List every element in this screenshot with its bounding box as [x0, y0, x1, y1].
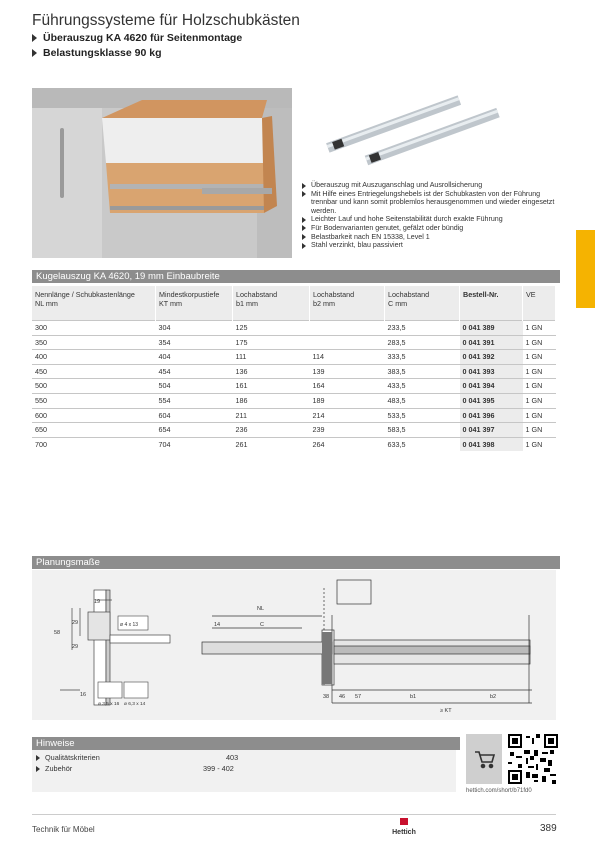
table-cell: 114 — [310, 350, 385, 365]
table-row — [32, 393, 556, 408]
order-number-cell[interactable]: 0 041 398 — [460, 437, 523, 451]
table-cell: 283,5 — [385, 335, 460, 350]
order-number-cell[interactable]: 0 041 389 — [460, 321, 523, 336]
table-cell: 650 — [32, 423, 156, 438]
feature-item: Leichter Lauf und hohe Seitenstabilität durch exakte Führung — [302, 215, 564, 224]
dim-19: 19 — [94, 599, 101, 605]
dim-57: 57 — [355, 694, 362, 700]
table-cell: 554 — [156, 393, 233, 408]
feature-item: Für Bodenvarianten genutet, gefälzt oder bündig — [302, 224, 564, 233]
subtitle-product — [32, 32, 242, 44]
notes-area — [32, 750, 456, 792]
note-page-ref[interactable]: 403 — [226, 753, 239, 762]
feature-item: Belastbarkeit nach EN 15338, Level 1 — [302, 233, 564, 242]
order-number-cell[interactable]: 0 041 393 — [460, 364, 523, 379]
dim-29a: 29 — [72, 620, 79, 626]
col-header-order-no: Bestell-Nr. — [460, 286, 523, 321]
feature-item: Mit Hilfe eines Entriegelungshebels ist der Schubkasten von der Führung trennbar und kann somit problemlos herausgenommen und wieder eingesetzt werden. — [302, 190, 564, 216]
section-heading-notes: Hinweise — [32, 737, 460, 750]
dim-b2: b2 — [490, 694, 497, 700]
feature-item: Überauszug mit Auszuganschlag und Ausrollsicherung — [302, 181, 564, 190]
chapter-tab-marker — [576, 230, 595, 308]
order-number-cell[interactable]: 0 041 397 — [460, 423, 523, 438]
table-cell: 111 — [233, 350, 310, 365]
order-number-cell[interactable]: 0 041 396 — [460, 408, 523, 423]
dim-kt: ≥ KT — [440, 708, 452, 714]
table-cell: 633,5 — [385, 437, 460, 451]
table-cell: 1 GN — [523, 408, 556, 423]
table-row — [32, 335, 556, 350]
planning-drawing-area — [32, 570, 556, 720]
table-cell: 304 — [156, 321, 233, 336]
product-table — [32, 286, 556, 451]
table-row — [32, 364, 556, 379]
table-cell: 604 — [156, 408, 233, 423]
col-header-ve: VE — [523, 286, 556, 321]
table-cell: 454 — [156, 364, 233, 379]
table-cell: 700 — [32, 437, 156, 451]
table-cell: 261 — [233, 437, 310, 451]
subtitle-load-class — [32, 47, 161, 59]
table-cell: 1 GN — [523, 364, 556, 379]
shop-cart-button[interactable] — [466, 734, 502, 784]
page-title: Führungssysteme für Holzschubkästen — [32, 12, 300, 29]
note-label: Qualitätskriterien — [45, 753, 100, 762]
feature-item: Stahl verzinkt, blau passiviert — [302, 241, 564, 250]
dim-b1: b1 — [410, 694, 417, 700]
table-cell: 214 — [310, 408, 385, 423]
bullet-arrow-icon — [36, 766, 40, 772]
table-cell: 350 — [32, 335, 156, 350]
table-cell: 1 GN — [523, 350, 556, 365]
table-cell: 139 — [310, 364, 385, 379]
table-row — [32, 350, 556, 365]
qr-code[interactable] — [508, 734, 558, 784]
note-label: Zubehör — [45, 764, 73, 773]
table-cell: 383,5 — [385, 364, 460, 379]
footer-section-label: Technik für Möbel — [32, 825, 95, 834]
col-header-kt: Mindestkorpustiefe KT mm — [156, 286, 233, 321]
table-cell — [310, 321, 385, 336]
screw-label-35x16: ø 3,5 x 16 — [98, 702, 120, 707]
screw-label-4x13: ø 4 x 13 — [120, 622, 139, 628]
table-row — [32, 321, 556, 336]
dim-16: 16 — [80, 692, 87, 698]
table-header-row — [32, 286, 556, 321]
table-cell: 450 — [32, 364, 156, 379]
section-heading-planning: Planungsmaße — [32, 556, 560, 569]
dim-58: 58 — [54, 630, 61, 636]
table-cell: 164 — [310, 379, 385, 394]
dim-46: 46 — [339, 694, 346, 700]
table-cell: 125 — [233, 321, 310, 336]
dim-nl: NL — [257, 606, 265, 612]
table-cell: 233,5 — [385, 321, 460, 336]
table-cell: 136 — [233, 364, 310, 379]
col-header-b2: Lochabstand b2 mm — [310, 286, 385, 321]
feature-list — [302, 181, 564, 250]
table-cell: 504 — [156, 379, 233, 394]
product-photo-rails — [298, 88, 556, 174]
bullet-arrow-icon — [32, 49, 37, 57]
table-cell: 175 — [233, 335, 310, 350]
bullet-arrow-icon — [36, 755, 40, 761]
table-cell: 483,5 — [385, 393, 460, 408]
table-cell: 654 — [156, 423, 233, 438]
table-cell: 583,5 — [385, 423, 460, 438]
section-heading-table: Kugelauszug KA 4620, 19 mm Einbaubreite — [32, 270, 560, 283]
hettich-logo — [388, 818, 420, 836]
table-cell: 211 — [233, 408, 310, 423]
table-cell: 550 — [32, 393, 156, 408]
table-cell: 300 — [32, 321, 156, 336]
col-header-b1: Lochabstand b1 mm — [233, 286, 310, 321]
order-number-cell[interactable]: 0 041 391 — [460, 335, 523, 350]
table-cell: 186 — [233, 393, 310, 408]
table-cell: 1 GN — [523, 335, 556, 350]
dim-29b: 29 — [72, 644, 79, 650]
order-number-cell[interactable]: 0 041 392 — [460, 350, 523, 365]
note-item[interactable] — [36, 764, 72, 773]
table-cell: 1 GN — [523, 437, 556, 451]
dim-14: 14 — [214, 622, 221, 628]
col-header-nl: Nennlänge / Schubkastenlänge NL mm — [32, 286, 156, 321]
note-page-ref[interactable]: 399 - 402 — [203, 764, 234, 773]
table-cell: 333,5 — [385, 350, 460, 365]
table-cell: 236 — [233, 423, 310, 438]
table-row — [32, 437, 556, 451]
cart-icon — [475, 752, 494, 768]
table-cell: 600 — [32, 408, 156, 423]
svg-text:Hettich: Hettich — [392, 829, 416, 836]
table-cell: 533,5 — [385, 408, 460, 423]
short-url-link[interactable]: hettich.com/short/b71fd0 — [466, 788, 532, 794]
page-number: 389 — [540, 823, 557, 834]
order-number-cell[interactable]: 0 041 395 — [460, 393, 523, 408]
table-cell: 500 — [32, 379, 156, 394]
table-cell: 400 — [32, 350, 156, 365]
table-cell: 704 — [156, 437, 233, 451]
subtitle-load-class-text: Belastungsklasse 90 kg — [43, 47, 162, 59]
subtitle-product-text: Überauszug KA 4620 für Seitenmontage — [43, 32, 243, 44]
dim-c: C — [260, 622, 264, 628]
table-cell: 354 — [156, 335, 233, 350]
table-cell: 239 — [310, 423, 385, 438]
bullet-arrow-icon — [32, 34, 37, 42]
table-cell: 161 — [233, 379, 310, 394]
table-cell: 404 — [156, 350, 233, 365]
screw-label-63x14: ø 6,3 x 14 — [124, 702, 146, 707]
table-cell: 1 GN — [523, 379, 556, 394]
table-row — [32, 423, 556, 438]
product-photo-drawer — [32, 88, 292, 258]
table-cell — [310, 335, 385, 350]
table-cell: 433,5 — [385, 379, 460, 394]
order-number-cell[interactable]: 0 041 394 — [460, 379, 523, 394]
table-row — [32, 379, 556, 394]
table-cell: 1 GN — [523, 393, 556, 408]
table-cell: 189 — [310, 393, 385, 408]
table-cell: 1 GN — [523, 423, 556, 438]
note-item[interactable] — [36, 753, 100, 762]
table-row — [32, 408, 556, 423]
dim-38: 38 — [323, 694, 330, 700]
table-cell: 264 — [310, 437, 385, 451]
footer-divider — [32, 814, 556, 815]
col-header-c: Lochabstand C mm — [385, 286, 460, 321]
table-cell: 1 GN — [523, 321, 556, 336]
